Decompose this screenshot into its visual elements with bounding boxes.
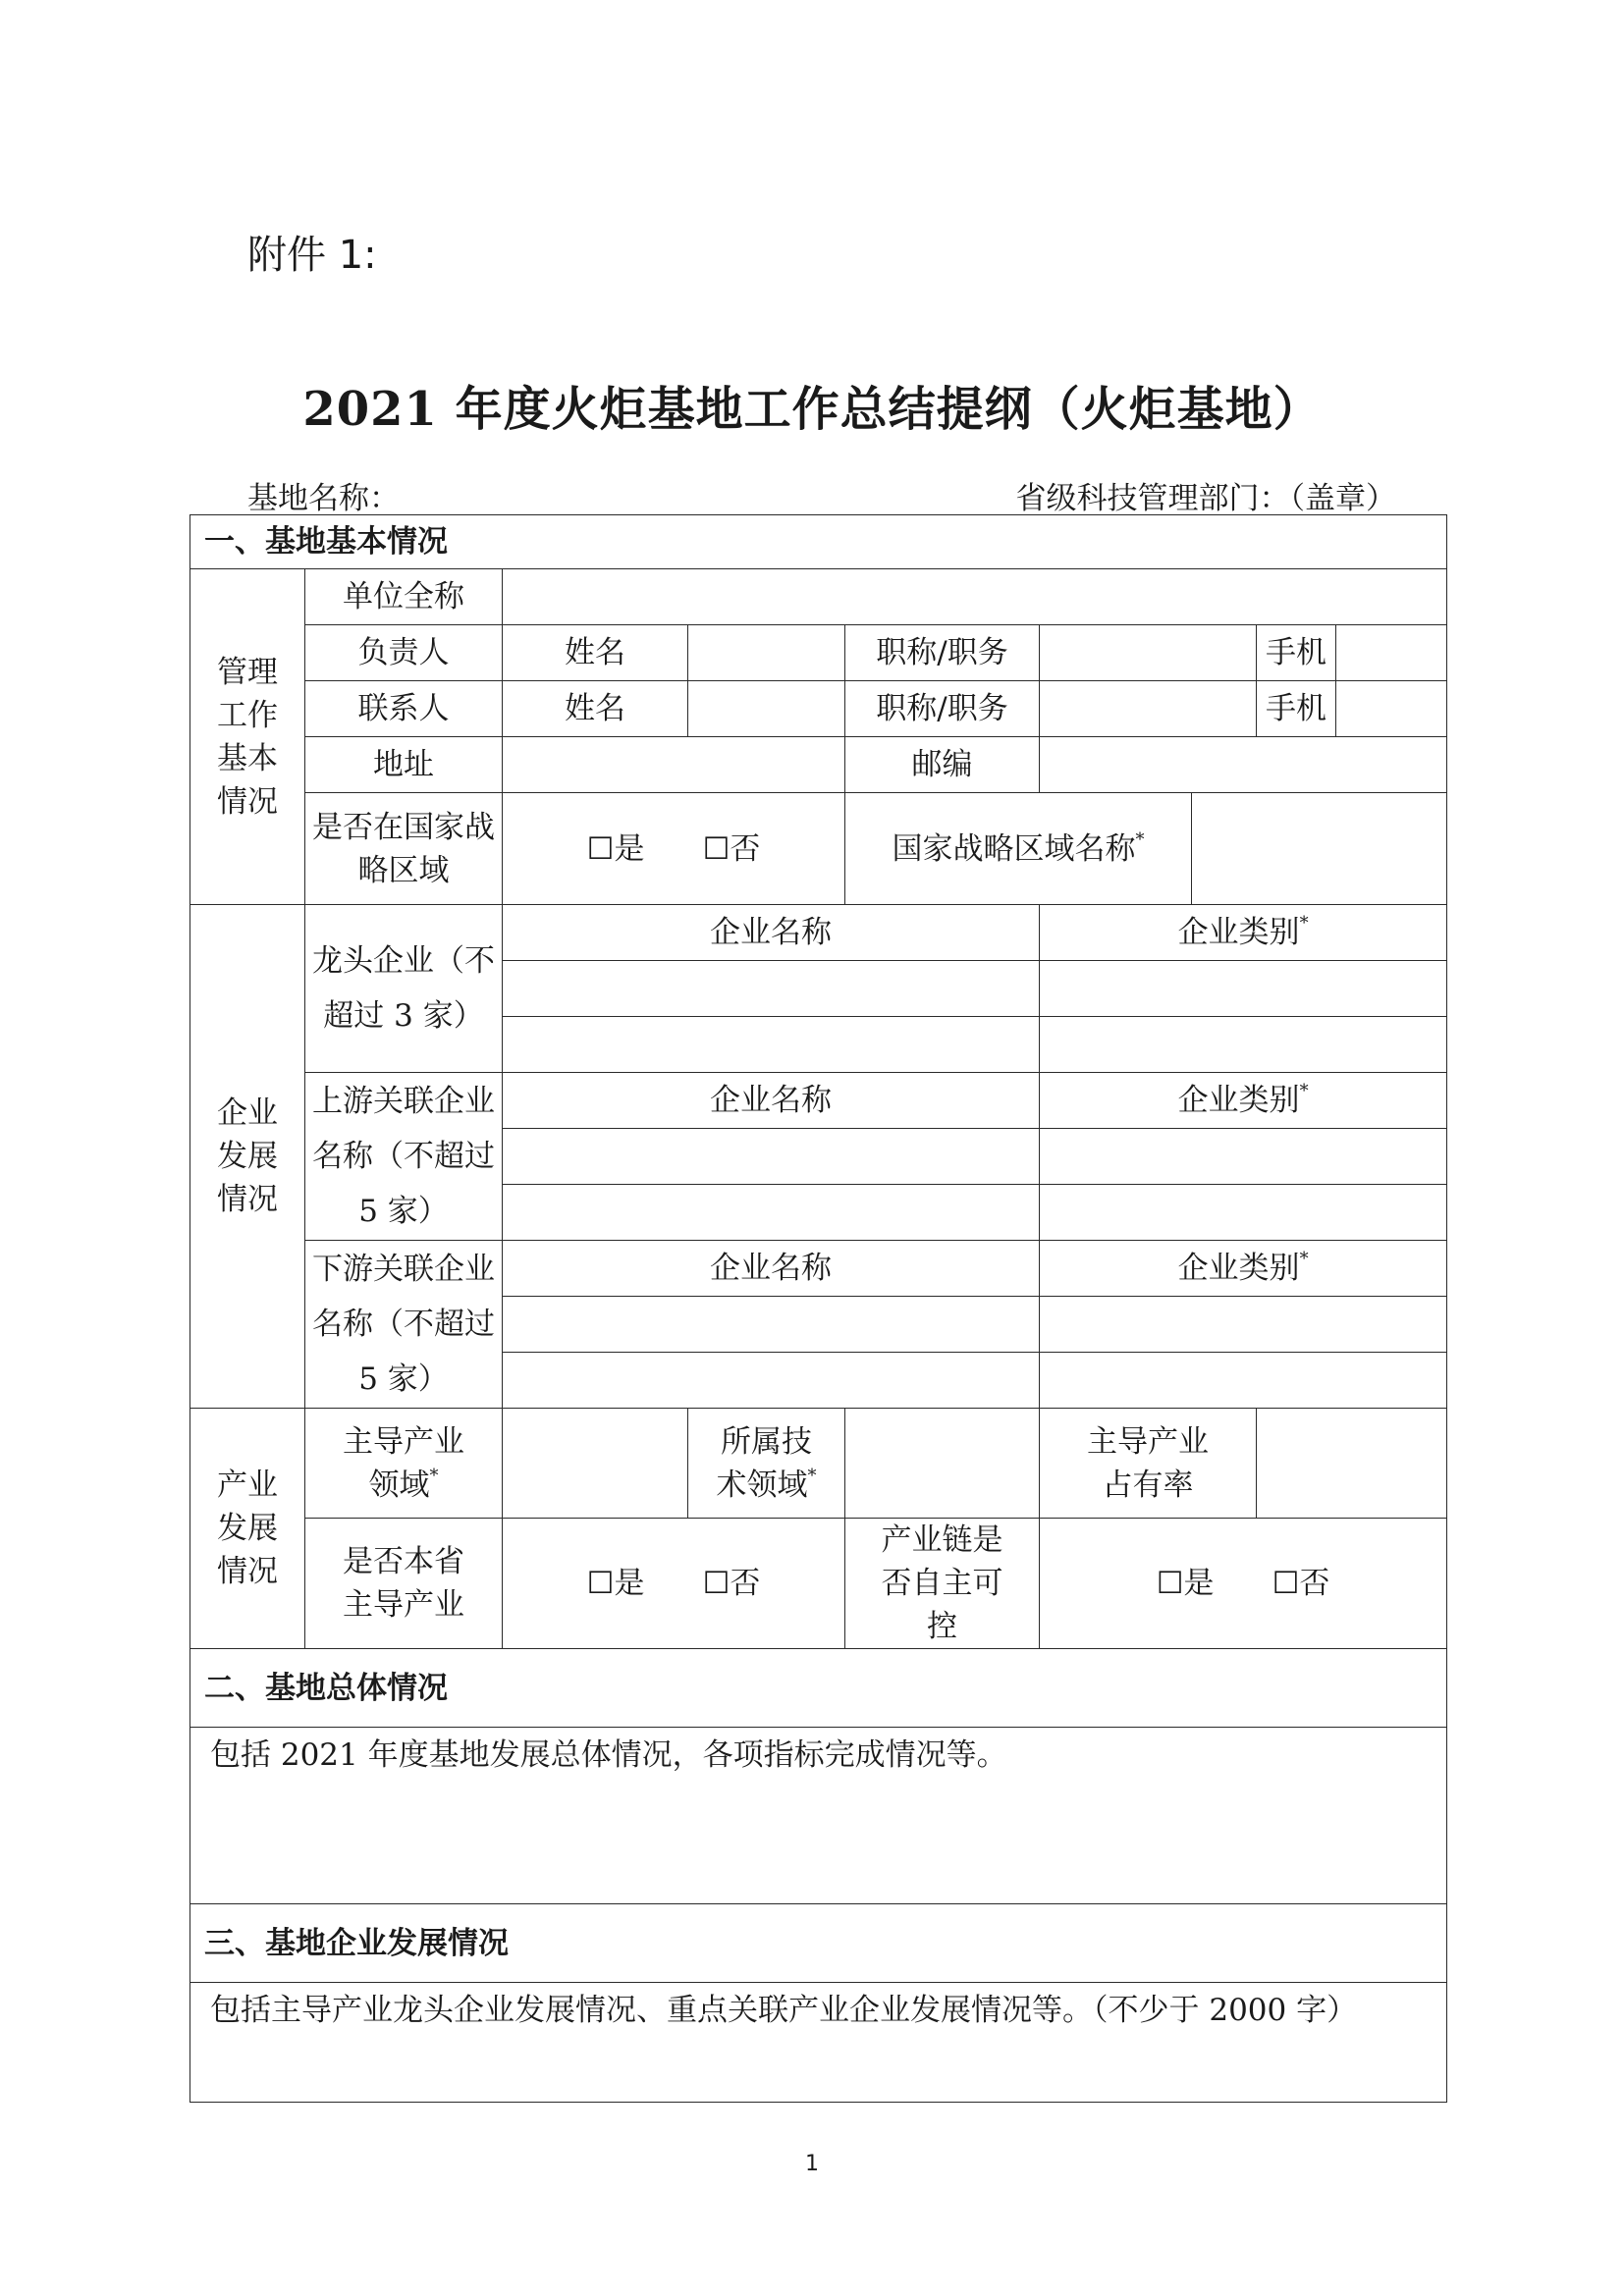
leading-enterprise-category-field-2[interactable]	[1040, 1017, 1447, 1073]
contact-label: 联系人	[305, 681, 503, 737]
leading-enterprise-category-field-1[interactable]	[1040, 961, 1447, 1017]
industry-label	[190, 1409, 305, 1649]
category-header-text: 企业类别	[1177, 1083, 1300, 1118]
upstream-category-header	[1040, 1073, 1447, 1129]
leader-mobile-field[interactable]	[1336, 625, 1447, 681]
strategic-region-question: 是否在国家战略区域	[305, 793, 503, 905]
upstream-category-field-2[interactable]	[1040, 1185, 1447, 1241]
downstream-name-field-1[interactable]	[503, 1297, 1040, 1353]
required-star: *	[1135, 828, 1145, 850]
section2-description[interactable]: 包括 2021 年度基地发展总体情况，各项指标完成情况等。	[190, 1728, 1447, 1904]
strategic-region-choice	[503, 793, 845, 905]
yes-label: 是	[614, 830, 645, 867]
leader-name-label: 姓名	[503, 625, 688, 681]
strategic-region-name-label	[845, 793, 1192, 905]
strategic-region-name-text: 国家战略区域名称	[892, 830, 1136, 867]
section3-description[interactable]: 包括主导产业龙头企业发展情况、重点关联产业企业发展情况等。（不少于 2000 字）	[190, 1983, 1447, 2103]
upstream-enterprise-label	[305, 1073, 503, 1241]
market-share-input[interactable]	[1257, 1409, 1447, 1519]
leader-title-label: 职称/职务	[845, 625, 1040, 681]
contact-mobile-label: 手机	[1257, 681, 1336, 737]
provincial-leading-question	[305, 1519, 503, 1649]
address-field[interactable]	[503, 737, 845, 793]
required-star: *	[807, 1465, 817, 1486]
mgmt-label	[190, 569, 305, 905]
downstream-category-field-2[interactable]	[1040, 1353, 1447, 1409]
document-title: 2021 年度火炬基地工作总结提纲（火炬基地）	[302, 382, 1322, 437]
tech-field-input[interactable]	[845, 1409, 1040, 1519]
no-label: 否	[1299, 1566, 1330, 1601]
enterprise-label	[190, 905, 305, 1409]
section1-heading: 一、基地基本情况	[190, 515, 1447, 569]
downstream-category-field-1[interactable]	[1040, 1297, 1447, 1353]
upstream-category-field-1[interactable]	[1040, 1129, 1447, 1185]
section2-heading: 二、基地总体情况	[190, 1649, 1447, 1728]
tech-field-text: 所属技术领域	[716, 1423, 812, 1503]
no-label: 否	[730, 830, 761, 867]
market-share-text: 主导产业占有率	[1087, 1423, 1209, 1503]
downstream-category-header	[1040, 1241, 1447, 1297]
leading-enterprise-label	[305, 905, 503, 1073]
provincial-leading-text: 是否本省主导产业	[343, 1544, 464, 1623]
chain-controllable-question	[845, 1519, 1040, 1649]
downstream-name-header: 企业名称	[503, 1241, 1040, 1297]
chain-controllable-text: 产业链是否自主可控	[881, 1522, 1003, 1644]
yes-checkbox[interactable]: ☐	[1156, 1566, 1184, 1601]
leading-enterprise-name-field-2[interactable]	[503, 1017, 1040, 1073]
no-checkbox[interactable]: ☐	[702, 830, 731, 867]
downstream-name-field-2[interactable]	[503, 1353, 1040, 1409]
required-star: *	[429, 1465, 439, 1486]
summary-form-table	[189, 514, 1447, 2103]
required-star: *	[1299, 913, 1309, 934]
required-star: *	[1299, 1081, 1309, 1101]
leading-enterprise-name-field-1[interactable]	[503, 961, 1040, 1017]
category-header-text: 企业类别	[1177, 915, 1300, 950]
postcode-label: 邮编	[845, 737, 1040, 793]
unit-full-name-label: 单位全称	[305, 569, 503, 625]
leader-name-field[interactable]	[688, 625, 845, 681]
chain-controllable-choice	[1040, 1519, 1447, 1649]
attachment-label: 附件 1:	[247, 233, 377, 278]
yes-label: 是	[614, 1566, 645, 1601]
contact-title-label: 职称/职务	[845, 681, 1040, 737]
leading-industry-field-input[interactable]	[503, 1409, 688, 1519]
required-star: *	[1299, 1249, 1309, 1269]
yes-checkbox[interactable]: ☐	[586, 830, 615, 867]
downstream-enterprise-text: 下游关联企业名称（不超过 5 家）	[312, 1252, 495, 1397]
upstream-name-field-1[interactable]	[503, 1129, 1040, 1185]
contact-mobile-field[interactable]	[1336, 681, 1447, 737]
no-checkbox[interactable]: ☐	[1272, 1566, 1300, 1601]
yes-checkbox[interactable]: ☐	[586, 1566, 615, 1601]
no-checkbox[interactable]: ☐	[702, 1566, 731, 1601]
downstream-enterprise-label	[305, 1241, 503, 1409]
upstream-name-field-2[interactable]	[503, 1185, 1040, 1241]
postcode-field[interactable]	[1040, 737, 1447, 793]
base-name-label: 基地名称：	[247, 481, 400, 516]
provincial-leading-choice	[503, 1519, 845, 1649]
upstream-enterprise-text: 上游关联企业名称（不超过 5 家）	[312, 1084, 495, 1229]
market-share-label	[1040, 1409, 1257, 1519]
leader-label: 负责人	[305, 625, 503, 681]
leading-industry-field-label	[305, 1409, 503, 1519]
contact-name-field[interactable]	[688, 681, 845, 737]
page-number: 1	[805, 2152, 819, 2176]
leading-enterprise-name-header: 企业名称	[503, 905, 1040, 961]
no-label: 否	[730, 1566, 761, 1601]
mgmt-label-text: 管理工作基本情况	[217, 654, 278, 820]
industry-label-text: 产业发展情况	[217, 1468, 278, 1589]
leader-title-field[interactable]	[1040, 625, 1257, 681]
unit-full-name-field[interactable]	[503, 569, 1447, 625]
contact-name-label: 姓名	[503, 681, 688, 737]
address-label: 地址	[305, 737, 503, 793]
leading-enterprise-text: 龙头企业（不超过 3 家）	[312, 943, 495, 1034]
enterprise-label-text: 企业发展情况	[217, 1095, 278, 1217]
department-seal-label: 省级科技管理部门：（盖章）	[1015, 481, 1396, 516]
leading-enterprise-category-header	[1040, 905, 1447, 961]
category-header-text: 企业类别	[1177, 1251, 1300, 1286]
leading-industry-field-text: 主导产业领域	[343, 1423, 464, 1503]
tech-field-label	[688, 1409, 845, 1519]
upstream-name-header: 企业名称	[503, 1073, 1040, 1129]
leader-mobile-label: 手机	[1257, 625, 1336, 681]
yes-label: 是	[1183, 1566, 1215, 1601]
strategic-region-name-field[interactable]	[1192, 793, 1447, 905]
section3-heading: 三、基地企业发展情况	[190, 1904, 1447, 1983]
contact-title-field[interactable]	[1040, 681, 1257, 737]
